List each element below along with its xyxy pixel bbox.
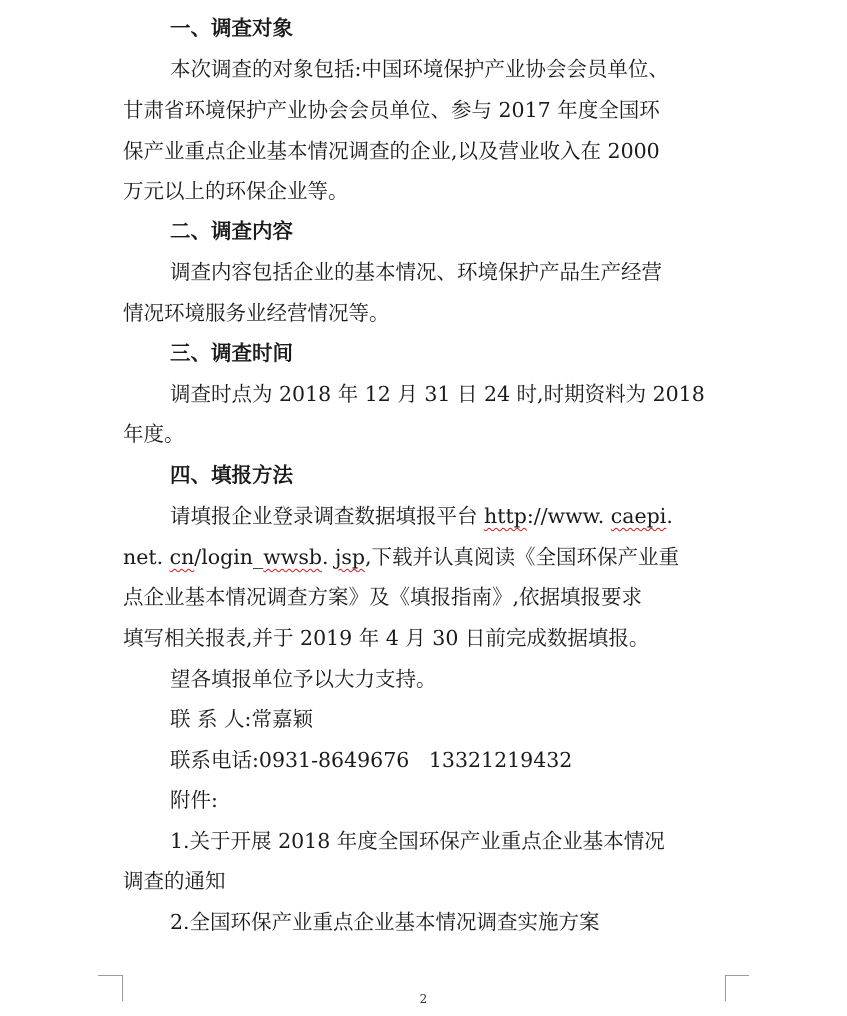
crop-mark-left-horizontal (98, 975, 122, 976)
paragraph-line (0, 780, 847, 820)
paragraph-line: net. cn/login_wwsb. jsp,下载并认真阅读《全国环保产业重 (123, 545, 680, 569)
paragraph-line: 调查时点为 2018 年 12 月 31 日 24 时,时期资料为 2018 (170, 382, 705, 406)
heading-survey-time: 三、调查时间 (170, 341, 293, 365)
attachment-item: 1.关于开展 2018 年度全国环保产业重点企业基本情况 (170, 829, 665, 853)
paragraph-line (0, 821, 847, 861)
url-segment[interactable]: cn (169, 545, 195, 569)
section-heading (0, 455, 847, 495)
paragraph-line: 保产业重点企业基本情况调查的企业,以及营业收入在 2000 (123, 139, 660, 163)
paragraph-line: 调查内容包括企业的基本情况、环境保护产品生产经营 (170, 260, 662, 284)
paragraph-line (0, 902, 847, 942)
paragraph-line: 本次调查的对象包括:中国环境保护产业协会会员单位、 (170, 57, 669, 81)
paragraph-line: 年度。 (123, 422, 185, 446)
crop-mark-right-horizontal (725, 975, 749, 976)
url-segment[interactable]: . (321, 545, 336, 569)
attachments-label: 附件: (170, 788, 218, 812)
heading-survey-content: 二、调查内容 (170, 219, 293, 243)
paragraph-line: 填写相关报表,并于 2019 年 4 月 30 日前完成数据填报。 (123, 626, 650, 650)
attachment-item: 2.全国环保产业重点企业基本情况调查实施方案 (170, 910, 600, 934)
heading-survey-target: 一、调查对象 (170, 16, 293, 40)
paragraph-line (0, 496, 847, 536)
paragraph-line (0, 699, 847, 739)
contact-person: 联 系 人:常嘉颖 (170, 707, 313, 731)
paragraph-line: 调查的通知 (123, 869, 226, 893)
heading-filing-method: 四、填报方法 (170, 463, 293, 487)
url-segment[interactable]: net. (123, 545, 170, 569)
section-heading (0, 8, 847, 48)
page-number: 2 (419, 992, 428, 1006)
paragraph-line: 点企业基本情况调查方案》及《填报指南》,依据填报要求 (123, 585, 643, 609)
paragraph-line: 情况环境服务业经营情况等。 (123, 301, 390, 325)
section-heading (0, 333, 847, 373)
contact-phone: 联系电话:0931-8649676 13321219432 (170, 748, 573, 772)
support-text: 望各填报单位予以大力支持。 (170, 667, 437, 691)
url-segment[interactable]: /login_ (194, 545, 264, 569)
url-segment[interactable]: jsp (335, 545, 366, 569)
url-segment[interactable]: . (666, 504, 673, 528)
paragraph-line: 万元以上的环保企业等。 (123, 179, 349, 203)
url-segment[interactable]: http (484, 504, 527, 528)
paragraph-line: 甘肃省环境保护产业协会会员单位、参与 2017 年度全国环 (123, 98, 660, 122)
paragraph-line (0, 740, 847, 780)
url-segment[interactable]: ://www. (526, 504, 611, 528)
filing-instruction: 请填报企业登录调查数据填报平台 http://www. caepi. (170, 504, 673, 528)
url-segment[interactable]: wwsb (263, 545, 322, 569)
paragraph-line (0, 659, 847, 699)
url-segment[interactable]: caepi (610, 504, 667, 528)
section-heading (0, 211, 847, 251)
